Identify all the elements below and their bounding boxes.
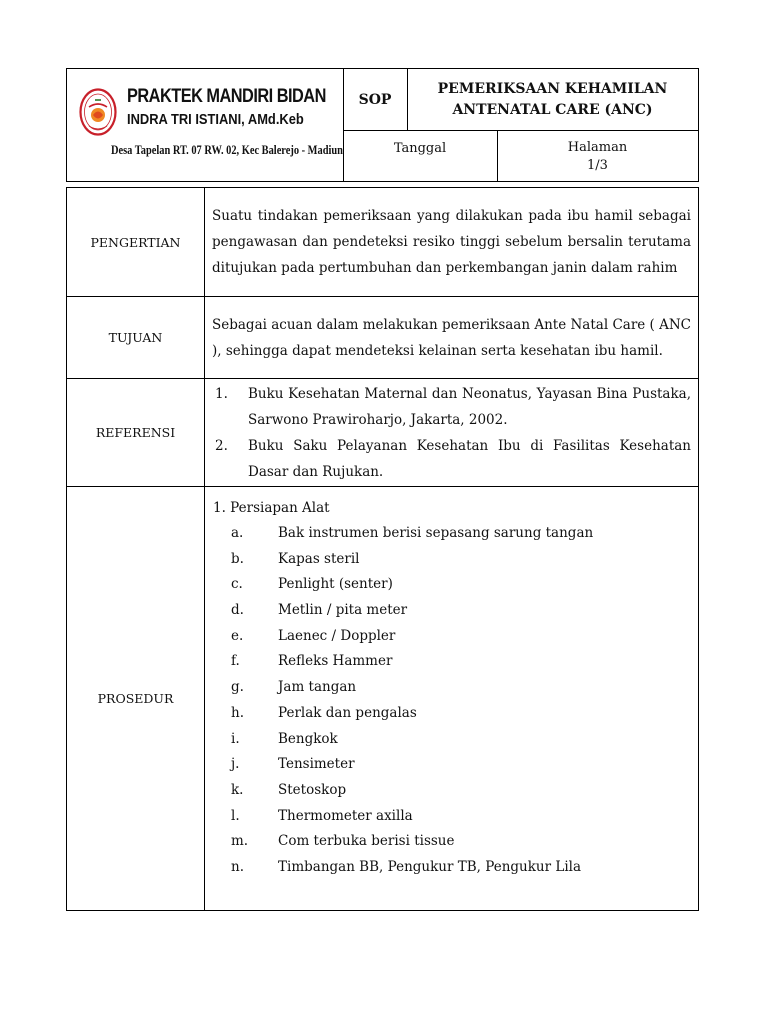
item-text: Bak instrumen berisi sepasang sarung tangan	[278, 525, 594, 541]
list-item	[212, 598, 691, 624]
item-letter: j.	[231, 756, 240, 773]
item-letter: n.	[231, 858, 244, 875]
item-letter: h.	[231, 704, 244, 721]
pengertian-label: PENGERTIAN	[67, 188, 205, 297]
page-label: Halaman	[567, 140, 628, 155]
step-title: 1. Persiapan Alat	[213, 500, 330, 516]
item-text: Penlight (senter)	[278, 576, 393, 593]
org-person: INDRA TRI ISTIANI, AMd.Keb	[127, 111, 304, 128]
list-item	[212, 727, 691, 753]
title-line-1: PEMERIKSAAN KEHAMILAN	[437, 81, 668, 97]
item-text: Com terbuka berisi tissue	[278, 833, 455, 850]
list-item	[212, 521, 691, 547]
list-item	[212, 649, 691, 675]
item-text: Thermometer axilla	[278, 807, 413, 824]
list-item	[212, 752, 691, 778]
item-text: Tensimeter	[278, 756, 355, 773]
document-title	[407, 69, 698, 131]
row-referensi	[67, 379, 699, 487]
row-prosedur	[67, 487, 699, 911]
list-item	[212, 675, 691, 701]
prosedur-label: PROSEDUR	[67, 487, 205, 911]
row-tujuan	[67, 297, 699, 379]
list-item	[212, 804, 691, 830]
sop-content-table	[66, 187, 699, 911]
document-header	[66, 68, 699, 182]
ref-text: Buku Saku Pelayanan Kesehatan Ibu di Fasilitas Kesehatan Dasar dan Rujukan.	[248, 437, 691, 480]
list-item	[212, 624, 691, 650]
list-item	[212, 572, 691, 598]
list-item	[212, 829, 691, 855]
item-text: Kapas steril	[278, 550, 360, 567]
sop-label: SOP	[358, 92, 392, 108]
item-letter: b.	[231, 550, 244, 567]
item-letter: k.	[231, 781, 244, 798]
page-number: 1/3	[587, 158, 608, 173]
pengertian-text: Suatu tindakan pemeriksaan yang dilakukan pada ibu hamil sebagai pengawasan dan pendeteksi resiko tinggi sebelum bersalin terutama ditujukan pada pertumbuhan dan perkembangan janin dalam rahim	[205, 188, 699, 297]
list-item	[212, 701, 691, 727]
item-text: Stetoskop	[278, 781, 347, 798]
list-item	[212, 547, 691, 573]
item-letter: c.	[231, 576, 243, 593]
item-text: Perlak dan pengalas	[278, 704, 417, 721]
item-text: Metlin / pita meter	[278, 602, 408, 619]
org-name: PRAKTEK MANDIRI BIDAN	[127, 86, 326, 107]
clinic-logo-icon	[79, 88, 117, 136]
item-letter: e.	[231, 627, 244, 644]
org-block	[67, 69, 343, 181]
referensi-label: REFERENSI	[67, 379, 205, 487]
ref-number: 2.	[215, 437, 228, 454]
row-pengertian	[67, 188, 699, 297]
item-text: Jam tangan	[278, 679, 357, 696]
org-address: Desa Tapelan RT. 07 RW. 02, Kec Balerejo - Madiun	[111, 142, 343, 157]
item-letter: a.	[231, 525, 244, 541]
item-letter: g.	[231, 679, 244, 696]
list-item	[212, 778, 691, 804]
item-letter: i.	[231, 730, 240, 747]
item-text: Laenec / Doppler	[278, 627, 396, 644]
item-letter: m.	[231, 833, 249, 850]
item-letter: f.	[231, 653, 240, 670]
item-text: Timbangan BB, Pengukur TB, Pengukur Lila	[278, 858, 581, 875]
title-line-2: ANTENATAL CARE (ANC)	[452, 102, 653, 118]
page-info	[497, 131, 698, 181]
item-letter: l.	[231, 807, 240, 824]
date-label: Tanggal	[393, 141, 447, 156]
ref-text: Buku Kesehatan Maternal dan Neonatus, Yayasan Bina Pustaka, Sarwono Prawiroharjo, Jakarta, 2002.	[248, 385, 691, 428]
item-text: Bengkok	[278, 730, 338, 747]
prosedur-list	[205, 487, 699, 911]
list-item	[212, 381, 691, 433]
tujuan-label: TUJUAN	[67, 297, 205, 379]
list-item	[212, 855, 691, 881]
ref-number: 1.	[215, 385, 228, 402]
tujuan-text: Sebagai acuan dalam melakukan pemeriksaan Ante Natal Care ( ANC ), sehingga dapat mendeteksi kelainan serta kesehatan ibu hamil.	[205, 297, 699, 379]
item-letter: d.	[231, 602, 244, 619]
item-text: Refleks Hammer	[278, 653, 393, 670]
referensi-list	[205, 379, 699, 487]
list-item	[212, 433, 691, 485]
